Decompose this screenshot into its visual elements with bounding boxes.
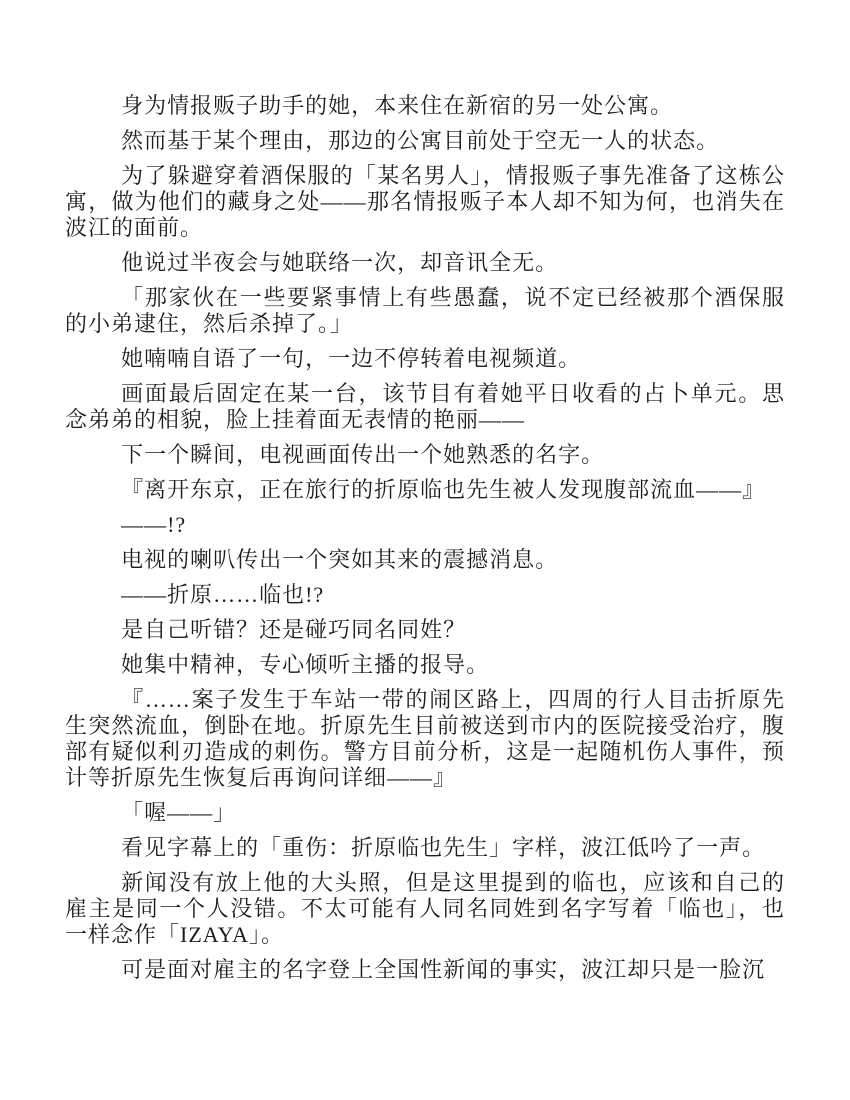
novel-paragraph: 看见字幕上的「重伤：折原临也先生」字样，波江低吟了一声。	[121, 835, 766, 860]
novel-paragraph: 她喃喃自语了一句，一边不停转着电视频道。	[121, 346, 582, 371]
novel-paragraph: 「那家伙在一些要紧事情上有些愚蠢，说不定已经被那个酒保服的小弟逮住，然后杀掉了。」	[65, 285, 785, 336]
novel-paragraph: ——折原……临也!?	[121, 582, 325, 607]
novel-paragraph: 是自己听错？还是碰巧同名同姓？	[121, 617, 467, 642]
novel-paragraph: 然而基于某个理由，那边的公寓目前处于空无一人的状态。	[121, 128, 720, 153]
novel-paragraph: ——!?	[121, 512, 187, 537]
novel-paragraph: 「喔——」	[121, 800, 237, 825]
novel-paragraph: 画面最后固定在某一台，该节目有着她平日收看的占卜单元。思念弟弟的相貌，脸上挂着面无表情的艳丽——	[65, 381, 785, 432]
novel-paragraph: 他说过半夜会与她联络一次，却音讯全无。	[121, 250, 559, 275]
novel-paragraph: 电视的喇叭传出一个突如其来的震撼消息。	[121, 547, 559, 572]
novel-text-block	[65, 93, 785, 992]
novel-paragraph: 下一个瞬间，电视画面传出一个她熟悉的名字。	[121, 442, 605, 467]
novel-paragraph: 为了躲避穿着酒保服的「某名男人」，情报贩子事先准备了这栋公寓，做为他们的藏身之处——那名情报贩子本人却不知为何，也消失在波江的面前。	[65, 163, 785, 240]
novel-paragraph: 新闻没有放上他的大头照，但是这里提到的临也，应该和自己的雇主是同一个人没错。不太可能有人同名同姓到名字写着「临也」，也一样念作「IZAYA」。	[65, 870, 785, 947]
novel-paragraph: 身为情报贩子助手的她，本来住在新宿的另一处公寓。	[121, 93, 674, 118]
novel-paragraph: 『……案子发生于车站一带的闹区路上，四周的行人目击折原先生突然流血，倒卧在地。折原先生目前被送到市内的医院接受治疗，腹部有疑似利刃造成的刺伤。警方目前分析，这是一起随机伤人事件，预计等折原先生恢复后再询问详细——』	[65, 687, 785, 790]
novel-paragraph: 『离开东京，正在旅行的折原临也先生被人发现腹部流血——』	[121, 477, 766, 502]
novel-paragraph: 她集中精神，专心倾听主播的报导。	[121, 652, 490, 677]
novel-paragraph: 可是面对雇主的名字登上全国性新闻的事实，波江却只是一脸沉	[121, 957, 766, 982]
